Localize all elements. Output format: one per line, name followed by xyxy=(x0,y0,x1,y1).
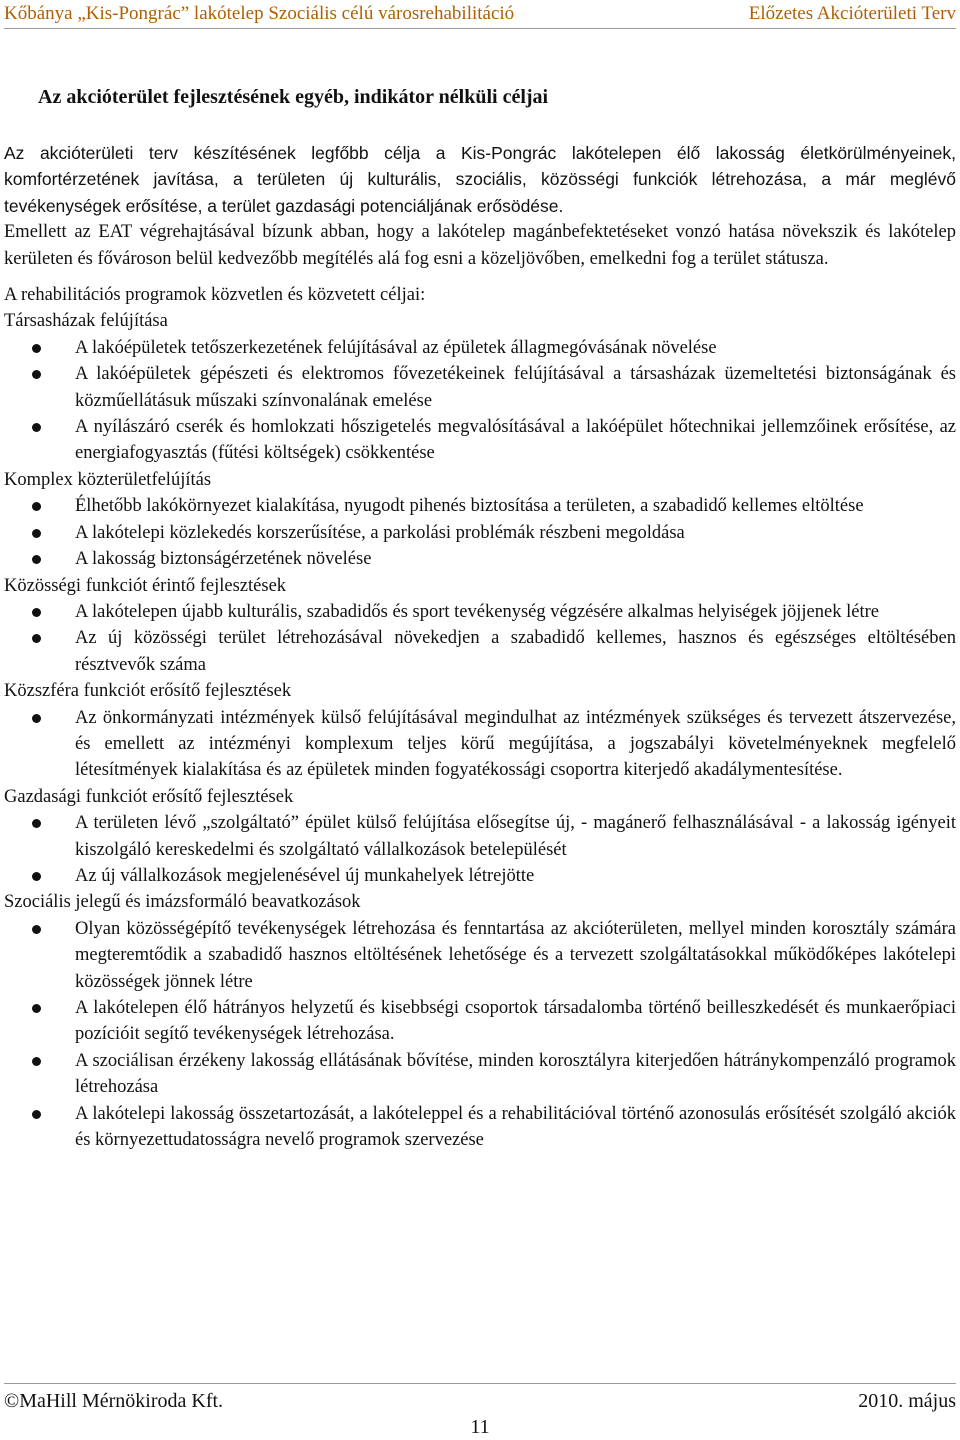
list-item: A lakóépületek tetőszerkezetének felújításával az épületek állagmegóvásának növelése xyxy=(4,335,956,361)
paragraph-investment: Emellett az EAT végrehajtásával bízunk abban, hogy a lakótelep magánbefektetéseket vonzó hatása növekszik és lakótelep kerületen és fővároson belül kedvezőbb megítélés alá fog esni a közeljövőben, emelkedni fog a terület státusza. xyxy=(4,222,956,269)
list-item: A szociálisan érzékeny lakosság ellátásának bővítése, minden korosztályra kiterjedően hátránykompenzáló programok létrehozása xyxy=(4,1048,956,1101)
section-tarsashazak xyxy=(4,308,956,466)
list-item: A lakótelepi lakosság összetartozását, a lakóteleppel és a rehabilitációval történő azonosulás erősítését szolgáló akciók és környezettudatosságra nevelő programok szervezése xyxy=(4,1101,956,1154)
bullet-list xyxy=(4,916,956,1154)
section-title: Társasházak felújítása xyxy=(4,311,168,332)
section-title: Szociális jelegű és imázsformáló beavatkozások xyxy=(4,892,361,913)
bullet-list xyxy=(4,705,956,784)
page-footer xyxy=(4,1390,956,1413)
header-document-type: Előzetes Akcióterületi Terv xyxy=(748,3,956,24)
section-kozszfera xyxy=(4,678,956,784)
document-body xyxy=(4,140,956,1153)
bullet-list xyxy=(4,810,956,889)
bullet-list xyxy=(4,335,956,467)
list-item: Az önkormányzati intézmények külső felújításával megindulhat az intézmények szükséges és tervezett átszervezése, és emellett az intézményi komplexum teljes körű megújítása, a jogszabályi követelményeknek megfelelő létesítmények kialakítása és az épületek minden fogyatékossági csoportra kiterjedő akadálymentesítése. xyxy=(4,705,956,784)
list-item: A lakótelepen élő hátrányos helyzetű és kisebbségi csoportok társadalomba történő beilleszkedését és munkaerőpiaci pozícióit segítő tevékenységek létrehozása. xyxy=(4,995,956,1048)
list-item: Élhetőbb lakókörnyezet kialakítása, nyugodt pihenés biztosítása a területen, a szabadidő kellemes eltöltése xyxy=(4,493,956,519)
section-title: Közösségi funkciót érintő fejlesztések xyxy=(4,575,287,596)
programs-intro: A rehabilitációs programok közvetlen és közvetett céljai: xyxy=(4,285,426,306)
list-item: A területen lévő „szolgáltató” épület külső felújítása elősegítse új, - magánerő felhasználásával - a lakosság igényeit kiszolgáló kereskedelmi és szolgáltató vállalkozások betelepülését xyxy=(4,810,956,863)
footer-company: ©MaHill Mérnökiroda Kft. xyxy=(4,1390,224,1412)
header-title: Kőbánya „Kis-Pongrác” lakótelep Szociális célú városrehabilitáció xyxy=(4,3,515,24)
bullet-list xyxy=(4,493,956,572)
section-kozossegi xyxy=(4,573,956,679)
footer-divider xyxy=(4,1383,956,1384)
list-item: A nyílászáró cserék és homlokzati hőszigetelés megvalósításával a lakóépület hőtechnikai jellemzőinek erősítése, az energiafogyasztás (fűtési költségek) csökkentése xyxy=(4,414,956,467)
section-gazdasagi xyxy=(4,784,956,890)
footer-date: 2010. május xyxy=(858,1390,956,1412)
list-item: A lakótelepen újabb kulturális, szabadidős és sport tevékenység végzésére alkalmas helyiségek jöjjenek létre xyxy=(4,599,956,625)
section-title: Gazdasági funkciót erősítő fejlesztések xyxy=(4,786,294,807)
page-header xyxy=(4,0,956,29)
bullet-list xyxy=(4,599,956,678)
list-item: Az új vállalkozások megjelenésével új munkahelyek létrejötte xyxy=(4,863,956,889)
section-title: Komplex közterületfelújítás xyxy=(4,469,212,490)
list-item: Olyan közösségépítő tevékenységek létrehozása és fenntartása az akcióterületen, mellyel minden korosztály számára megteremtődik a szabadidő hasznos eltöltésének lehetősége és a tervezett szolgáltatásokkal működőképes lakótelepi közösségek jönnek létre xyxy=(4,916,956,995)
page-number: 11 xyxy=(470,1416,490,1438)
section-kozterulet xyxy=(4,467,956,573)
section-szocialis xyxy=(4,889,956,1153)
list-item: A lakótelepi közlekedés korszerűsítése, a parkolási problémák részbeni megoldása xyxy=(4,520,956,546)
section-title: Közszféra funkciót erősítő fejlesztések xyxy=(4,681,292,702)
section-heading: Az akcióterület fejlesztésének egyéb, indikátor nélküli céljai xyxy=(38,86,549,108)
list-item: A lakóépületek gépészeti és elektromos fővezetékeinek felújításával a társasházak üzemeltetési biztonságának és közműellátásuk műszaki színvonalának emelése xyxy=(4,361,956,414)
list-item: A lakosság biztonságérzetének növelése xyxy=(4,546,956,572)
paragraph-goals: Az akcióterületi terv készítésének legfőbb célja a Kis-Pongrác lakótelepen élő lakosság életkörülményeinek, komfortérzetének javítása, a területen új kulturális, szociális, közösségi funkciók létrehozása, a már meglévő tevékenységek erősítése, a terület gazdasági potenciáljának erősödése. xyxy=(4,143,956,216)
list-item: Az új közösségi terület létrehozásával növekedjen a szabadidő kellemes, hasznos és egészséges eltöltésében résztvevők száma xyxy=(4,625,956,678)
